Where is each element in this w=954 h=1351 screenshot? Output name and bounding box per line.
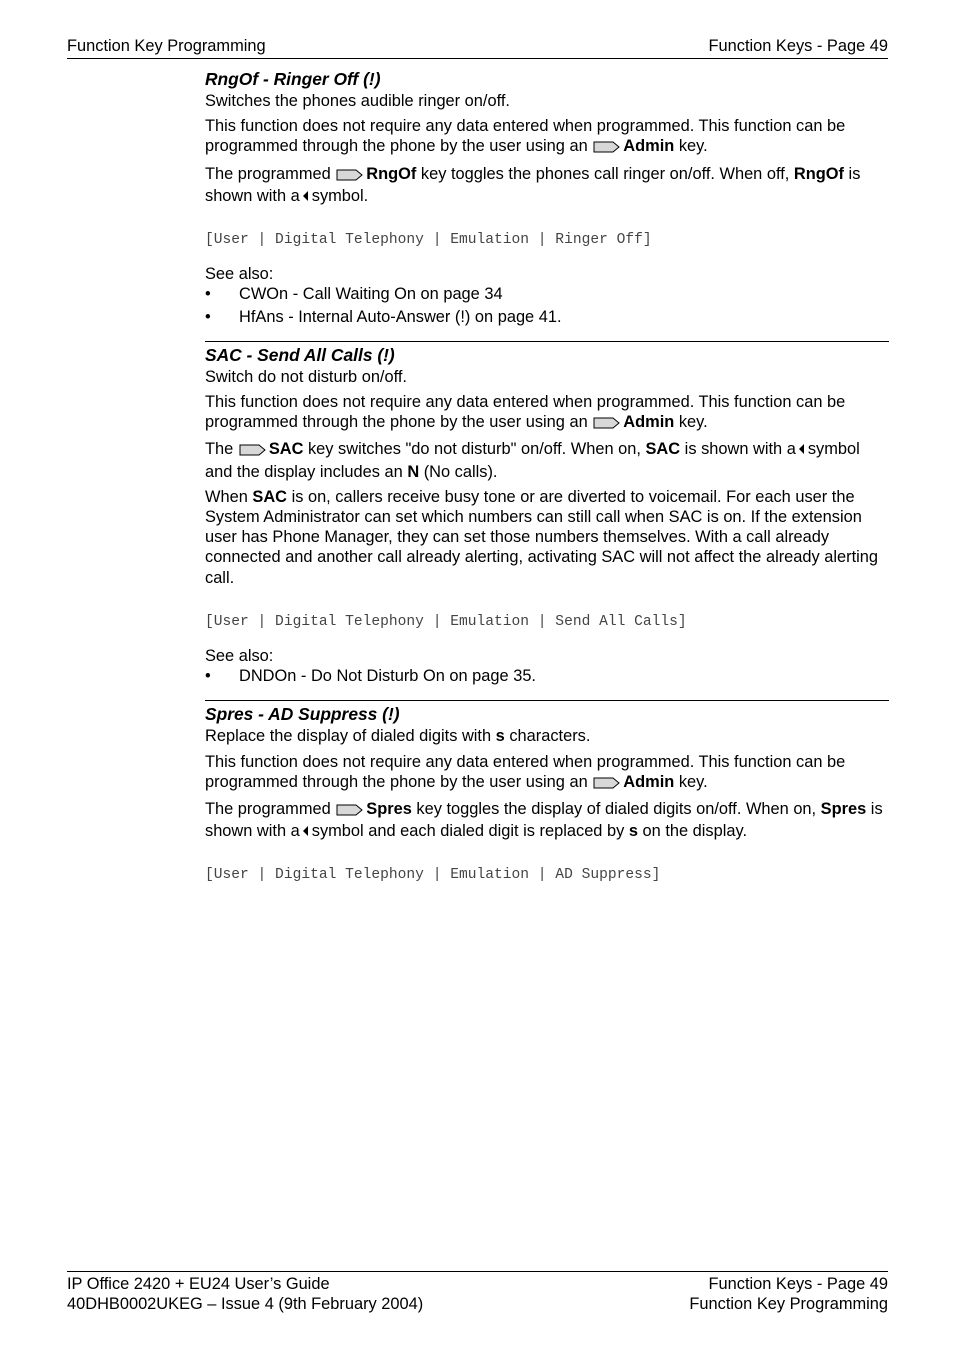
key-icon (239, 441, 266, 461)
section-title: Spres - AD Suppress (!) (205, 704, 400, 725)
programming-text: This function does not require any data entered when programmed. This function can be programmed through the phone by the user using an Admin key. (205, 752, 889, 794)
footer-page-number: Function Keys - Page 49 (708, 1275, 888, 1293)
list-item: • DNDOn - Do Not Disturb On on page 35. (205, 667, 536, 686)
intro-text: Switches the phones audible ringer on/off. (205, 92, 510, 110)
list-item: • CWOn - Call Waiting On on page 34 (205, 285, 503, 304)
key-description: The programmed Spres key toggles the display of dialed digits on/off. When on, Spres is shown with a symbol and each dialed digit is replaced by s on the display. (205, 800, 883, 841)
footer-document-id: 40DHB0002UKEG – Issue 4 (9th February 2004) (67, 1295, 424, 1314)
see-also-list (205, 284, 889, 326)
left-arrow-icon (303, 826, 308, 836)
key-icon (336, 801, 363, 821)
key-icon (593, 414, 620, 434)
key-icon (336, 166, 363, 186)
key-description: The programmed RngOf key toggles the phones call ringer on/off. When off, RngOf is shown with a symbol. (205, 164, 861, 205)
left-arrow-icon (799, 444, 804, 454)
see-also-list (205, 666, 889, 686)
key-icon (593, 138, 620, 158)
section-spres (205, 700, 889, 885)
behavior-text: When SAC is on, callers receive busy tone or are diverted to voicemail. For each user the System Administrator can set which numbers can still call when SAC is on. If the extension user has Phone Manager, they can set those numbers themselves. With a call already connected and another call already alerting, activating SAC will not affect the already alerting call. (205, 487, 879, 587)
section-title: SAC - Send All Calls (!) (205, 344, 395, 365)
intro-text: Switch do not disturb on/off. (205, 367, 407, 386)
programming-text: This function does not require any data entered when programmed. This function can be programmed through the phone by the user using an Admin key. (205, 116, 889, 158)
page-header (67, 36, 888, 59)
see-also-label: See also: (205, 265, 274, 284)
footer-chapter: Function Key Programming (689, 1295, 888, 1314)
key-icon (593, 774, 620, 794)
list-item: • HfAns - Internal Auto-Answer (!) on page 41. (205, 307, 562, 326)
page-content (205, 67, 889, 900)
menu-path: [User | Digital Telephony | Emulation | Ringer Off] (205, 232, 652, 249)
section-title: RngOf - Ringer Off (!) (205, 69, 381, 89)
menu-path: [User | Digital Telephony | Emulation | Send All Calls] (205, 613, 687, 630)
section-sac (205, 341, 889, 687)
page-footer (67, 1271, 888, 1314)
header-left: Function Key Programming (67, 37, 266, 55)
see-also-label: See also: (205, 647, 274, 666)
footer-guide-title: IP Office 2420 + EU24 User’s Guide (67, 1275, 330, 1293)
header-right: Function Keys - Page 49 (708, 37, 888, 55)
left-arrow-icon (303, 191, 308, 201)
programming-text: This function does not require any data entered when programmed. This function can be programmed through the phone by the user using an Admin key. (205, 392, 889, 434)
intro-text: Replace the display of dialed digits with s characters. (205, 727, 591, 746)
key-description: The SAC key switches "do not disturb" on/off. When on, SAC is shown with a symbol and the display includes an N (No calls). (205, 440, 860, 481)
section-rngof (205, 67, 889, 327)
menu-path: [User | Digital Telephony | Emulation | AD Suppress] (205, 867, 661, 884)
